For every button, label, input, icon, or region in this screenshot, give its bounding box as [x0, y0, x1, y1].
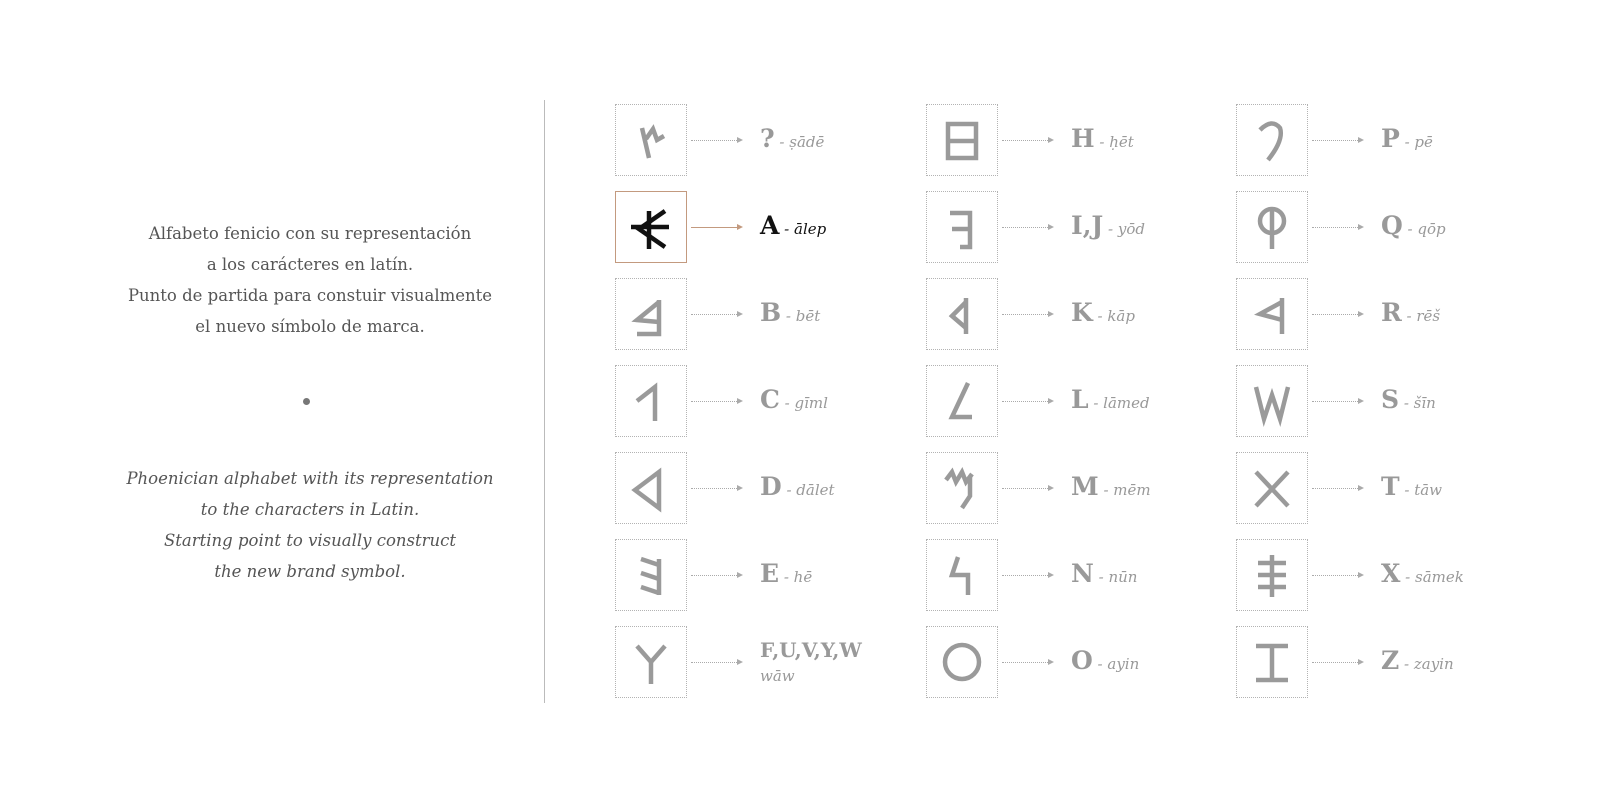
- letter-label: [1381, 298, 1440, 327]
- letter-item-het: [926, 104, 1246, 184]
- arrow-icon: [1312, 227, 1362, 228]
- latin-letters: Q: [1381, 211, 1403, 240]
- letter-item-ayin: [926, 626, 1246, 706]
- letter-item-qop: [1236, 191, 1556, 271]
- phoenician-kap-icon: [940, 292, 984, 336]
- phoenician-res-icon: [1250, 292, 1294, 336]
- latin-letters: D: [760, 472, 782, 501]
- phoenician-name: - zayin: [1399, 655, 1454, 673]
- letter-label: [1381, 124, 1433, 153]
- letter-item-samek: [1236, 539, 1556, 619]
- phoenician-name: - nūn: [1093, 568, 1138, 586]
- arrow-icon: [691, 314, 741, 315]
- latin-letters: L: [1071, 385, 1089, 414]
- glyph-box: [1236, 191, 1308, 263]
- phoenician-sin-icon: [1250, 379, 1294, 423]
- phoenician-name: - qōp: [1402, 220, 1446, 238]
- glyph-box: [1236, 452, 1308, 524]
- arrow-icon: [1002, 488, 1052, 489]
- arrow-icon: [1312, 575, 1362, 576]
- glyph-box: [926, 278, 998, 350]
- glyph-box: [926, 104, 998, 176]
- latin-letters: M: [1071, 472, 1099, 501]
- letter-label: [760, 559, 812, 588]
- letter-item-zayin: [1236, 626, 1556, 706]
- phoenician-name: - kāp: [1092, 307, 1135, 325]
- description-line: to the characters in Latin.: [200, 500, 420, 519]
- letter-item-yod: [926, 191, 1246, 271]
- glyph-box: [615, 365, 687, 437]
- phoenician-mem-icon: [940, 466, 984, 510]
- arrow-icon: [1002, 575, 1052, 576]
- phoenician-lamed-icon: [940, 379, 984, 423]
- latin-letters: F,U,V,Y,W: [760, 638, 862, 662]
- arrow-icon: [691, 488, 741, 489]
- letter-label: [1071, 298, 1135, 327]
- letter-label: [1071, 124, 1134, 153]
- latin-letters: A: [760, 211, 780, 240]
- latin-letters: S: [1381, 385, 1400, 414]
- phoenician-name: - hē: [779, 568, 813, 586]
- latin-letters: P: [1381, 124, 1400, 153]
- letter-item-waw: [615, 626, 935, 706]
- letter-label: [1071, 211, 1145, 240]
- phoenician-name: - dālet: [781, 481, 835, 499]
- description-line: a los carácteres en latín.: [206, 255, 414, 274]
- phoenician-pe-icon: [1250, 118, 1294, 162]
- vertical-divider: [544, 100, 545, 703]
- letter-item-taw: [1236, 452, 1556, 532]
- letter-item-he: [615, 539, 935, 619]
- latin-letters: X: [1381, 559, 1401, 588]
- arrow-icon: [1312, 401, 1362, 402]
- glyph-box: [1236, 278, 1308, 350]
- phoenician-name: - šīn: [1399, 394, 1436, 412]
- phoenician-bet-icon: [629, 292, 673, 336]
- glyph-box: [615, 626, 687, 698]
- letter-item-sade: [615, 104, 935, 184]
- description-line: Punto de partida para constuir visualmente: [127, 286, 493, 305]
- arrow-icon: [1312, 314, 1362, 315]
- arrow-icon: [691, 575, 741, 576]
- glyph-box: [615, 191, 687, 263]
- arrow-icon: [1312, 662, 1362, 663]
- arrow-icon: [691, 662, 741, 663]
- phoenician-waw-icon: [629, 640, 673, 684]
- letter-label: [1381, 472, 1442, 501]
- latin-letters: I,J: [1071, 211, 1104, 240]
- description-line: el nuevo símbolo de marca.: [195, 317, 425, 336]
- arrow-icon: [1002, 314, 1052, 315]
- glyph-box: [1236, 626, 1308, 698]
- phoenician-name: - mēm: [1098, 481, 1151, 499]
- glyph-box: [926, 539, 998, 611]
- letter-label: [1071, 472, 1151, 501]
- phoenician-name: - ḥēt: [1094, 133, 1134, 151]
- latin-letters: ?: [760, 124, 775, 153]
- phoenician-samek-icon: [1250, 553, 1294, 597]
- letter-label: [760, 211, 826, 240]
- latin-letters: O: [1071, 646, 1093, 675]
- letter-label: [1071, 559, 1137, 588]
- arrow-icon: [1002, 227, 1052, 228]
- phoenician-name: - ṣādē: [774, 133, 825, 151]
- arrow-icon: [1002, 140, 1052, 141]
- arrow-icon: [691, 140, 741, 141]
- glyph-box: [1236, 539, 1308, 611]
- latin-letters: T: [1381, 472, 1400, 501]
- latin-letters: Z: [1381, 646, 1400, 675]
- letter-label: [1381, 559, 1464, 588]
- phoenician-name: - sāmek: [1400, 568, 1464, 586]
- letter-item-mem: [926, 452, 1246, 532]
- latin-letters: K: [1071, 298, 1093, 327]
- phoenician-alep-icon: [629, 205, 673, 249]
- arrow-icon: [691, 401, 741, 402]
- phoenician-het-icon: [940, 118, 984, 162]
- letter-label: [1071, 385, 1150, 414]
- letter-item-lamed: [926, 365, 1246, 445]
- glyph-box: [615, 278, 687, 350]
- arrow-icon: [1312, 488, 1362, 489]
- letter-label: [1381, 385, 1436, 414]
- phoenician-name: - gīml: [779, 394, 828, 412]
- glyph-box: [615, 539, 687, 611]
- letter-label: [1381, 211, 1446, 240]
- glyph-box: [926, 452, 998, 524]
- letter-label: [760, 124, 824, 153]
- glyph-box: [926, 626, 998, 698]
- glyph-box: [615, 104, 687, 176]
- latin-letters: H: [1071, 124, 1095, 153]
- phoenician-name: wāw: [760, 667, 795, 685]
- phoenician-he-icon: [629, 553, 673, 597]
- glyph-box: [1236, 104, 1308, 176]
- letter-item-kap: [926, 278, 1246, 358]
- glyph-box: [926, 191, 998, 263]
- letter-item-pe: [1236, 104, 1556, 184]
- letter-label: [760, 298, 820, 327]
- phoenician-zayin-icon: [1250, 640, 1294, 684]
- letter-item-nun: [926, 539, 1246, 619]
- phoenician-dalet-icon: [629, 466, 673, 510]
- glyph-box: [615, 452, 687, 524]
- separator-dot: [303, 398, 310, 405]
- description-line: Phoenician alphabet with its representation: [126, 469, 494, 488]
- phoenician-nun-icon: [940, 553, 984, 597]
- description-line: Alfabeto fenicio con su representación: [148, 224, 472, 243]
- phoenician-yod-icon: [940, 205, 984, 249]
- latin-letters: B: [760, 298, 782, 327]
- arrow-icon: [1002, 401, 1052, 402]
- phoenician-name: - rēš: [1401, 307, 1441, 325]
- description-line: the new brand symbol.: [214, 562, 406, 581]
- phoenician-name: - lāmed: [1088, 394, 1150, 412]
- letter-item-alep: [615, 191, 935, 271]
- phoenician-name: - tāw: [1399, 481, 1443, 499]
- arrow-icon: [1002, 662, 1052, 663]
- letter-item-dalet: [615, 452, 935, 532]
- latin-letters: C: [760, 385, 780, 414]
- letter-label: [1071, 646, 1139, 675]
- phoenician-name: - ayin: [1092, 655, 1140, 673]
- letter-item-giml: [615, 365, 935, 445]
- arrow-icon: [691, 227, 741, 228]
- phoenician-qop-icon: [1250, 205, 1294, 249]
- latin-letters: N: [1071, 559, 1094, 588]
- letter-label: [760, 472, 835, 501]
- letter-label: [760, 385, 828, 414]
- letter-item-res: [1236, 278, 1556, 358]
- latin-letters: R: [1381, 298, 1402, 327]
- letter-label: [760, 638, 862, 688]
- description-spanish: [100, 218, 520, 342]
- phoenician-name: - ālep: [779, 220, 827, 238]
- phoenician-name: - bēt: [781, 307, 821, 325]
- letter-item-sin: [1236, 365, 1556, 445]
- description-line: Starting point to visually construct: [163, 531, 457, 550]
- phoenician-ayin-icon: [940, 640, 984, 684]
- arrow-icon: [1312, 140, 1362, 141]
- phoenician-giml-icon: [629, 379, 673, 423]
- letter-item-bet: [615, 278, 935, 358]
- letter-label: [1381, 646, 1454, 675]
- phoenician-sade-icon: [629, 118, 673, 162]
- latin-letters: E: [760, 559, 780, 588]
- description-english: [100, 463, 520, 587]
- phoenician-name: - pē: [1399, 133, 1433, 151]
- glyph-box: [1236, 365, 1308, 437]
- phoenician-taw-icon: [1250, 466, 1294, 510]
- glyph-box: [926, 365, 998, 437]
- phoenician-name: - yōd: [1103, 220, 1145, 238]
